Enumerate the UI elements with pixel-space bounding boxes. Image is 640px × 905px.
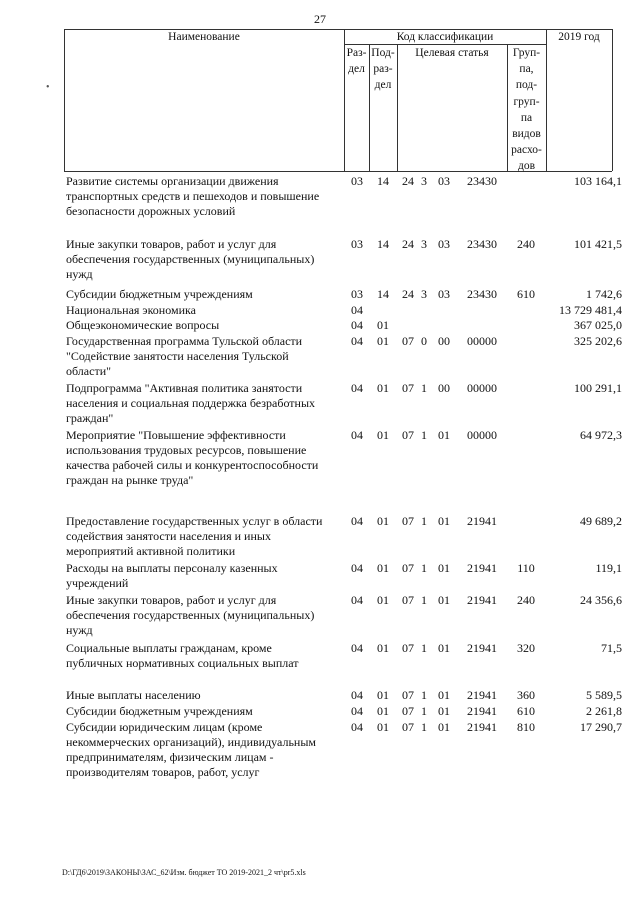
cell-t2: 1: [421, 641, 427, 655]
cell-t4: 21941: [467, 720, 497, 734]
margin-mark: •: [46, 82, 50, 93]
cell-t1: 07: [402, 641, 414, 655]
cell-pr: 01: [377, 720, 389, 734]
cell-t4: 21941: [467, 704, 497, 718]
cell-t1: 24: [402, 287, 414, 301]
row-name: Предоставление государственных услуг в области содействия занятости населения и иных мероприятий активной политики: [66, 514, 323, 558]
cell-t3: 01: [438, 514, 450, 528]
header-podrazdel: Под- раз- дел: [371, 47, 395, 92]
row-name: Подпрограммa "Активная политика занятости населения и социальная поддержка безработных граждан": [66, 381, 316, 425]
cell-vr: 610: [517, 704, 535, 718]
cell-pr: 01: [377, 318, 389, 332]
header-group: Груп- па, под- груп- па видов расхо- дов: [511, 47, 542, 173]
cell-pr: 14: [377, 174, 389, 188]
cell-vr: 110: [517, 561, 535, 575]
cell-rz: 04: [351, 318, 363, 332]
cell-rz: 03: [351, 174, 363, 188]
cell-rz: 04: [351, 593, 363, 607]
cell-rz: 04: [351, 428, 363, 442]
file-path-footer: D:\ГД6\2019\ЗАКОНЫ\ЗАС_62\Изм. бюджет ТО 2019-2021_2 чт\pr5.xls: [62, 868, 306, 877]
cell-t2: 1: [421, 381, 427, 395]
cell-pr: 01: [377, 381, 389, 395]
cell-t1: 07: [402, 688, 414, 702]
cell-t2: 1: [421, 561, 427, 575]
cell-t3: 01: [438, 561, 450, 575]
cell-t2: 1: [421, 593, 427, 607]
cell-amount: 103 164,1: [574, 174, 622, 188]
cell-pr: 01: [377, 514, 389, 528]
cell-t3: 03: [438, 287, 450, 301]
cell-t1: 07: [402, 514, 414, 528]
cell-rz: 04: [351, 561, 363, 575]
cell-t4: 21941: [467, 593, 497, 607]
cell-t2: 1: [421, 704, 427, 718]
cell-amount: 17 290,7: [580, 720, 622, 734]
cell-t2: 1: [421, 720, 427, 734]
cell-pr: 01: [377, 641, 389, 655]
cell-t1: 07: [402, 704, 414, 718]
row-name: Мероприятие "Повышение эффективности использования трудовых ресурсов, повышение качества рабочей силы и конкурентоспособности граждан на рынке труда": [66, 428, 319, 487]
cell-amount: 101 421,5: [574, 237, 622, 251]
cell-t3: 01: [438, 704, 450, 718]
row-name: Расходы на выплаты персоналу казенных учреждений: [66, 561, 278, 590]
cell-pr: 01: [377, 704, 389, 718]
cell-amount: 1 742,6: [586, 287, 622, 301]
row-name: Иные закупки товаров, работ и услуг для обеспечения государственных (муниципальных) нужд: [66, 237, 315, 281]
cell-t1: 24: [402, 237, 414, 251]
row-name: Общеэкономические вопросы: [66, 318, 220, 332]
cell-pr: 14: [377, 237, 389, 251]
cell-amount: 5 589,5: [586, 688, 622, 702]
row-name: Субсидии бюджетным учреждениям: [66, 704, 253, 718]
cell-amount: 2 261,8: [586, 704, 622, 718]
cell-t1: 07: [402, 428, 414, 442]
header-razdel: Раз- дел: [346, 47, 367, 76]
cell-t2: 3: [421, 174, 427, 188]
cell-t3: 03: [438, 237, 450, 251]
cell-rz: 04: [351, 381, 363, 395]
cell-pr: 14: [377, 287, 389, 301]
cell-rz: 04: [351, 514, 363, 528]
cell-t3: 03: [438, 174, 450, 188]
row-name: Национальная экономика: [66, 303, 196, 317]
cell-amount: 49 689,2: [580, 514, 622, 528]
row-name: Государственная программа Тульской области "Содействие занятости населения Тульской области": [66, 334, 303, 378]
cell-rz: 03: [351, 237, 363, 251]
cell-amount: 64 972,3: [580, 428, 622, 442]
cell-rz: 04: [351, 720, 363, 734]
row-name: Развитие системы организации движения транспортных средств и пешеходов и повышение безопасности дорожных условий: [66, 174, 320, 218]
cell-vr: 240: [517, 593, 535, 607]
cell-rz: 04: [351, 641, 363, 655]
cell-t4: 21941: [467, 561, 497, 575]
page-number: 27: [314, 12, 326, 26]
row-name: Субсидии бюджетным учреждениям: [66, 287, 253, 301]
cell-t4: 00000: [467, 334, 497, 348]
cell-vr: 610: [517, 287, 535, 301]
cell-t2: 1: [421, 514, 427, 528]
cell-t4: 21941: [467, 688, 497, 702]
cell-pr: 01: [377, 688, 389, 702]
row-name: Иные закупки товаров, работ и услуг для обеспечения государственных (муниципальных) нужд: [66, 593, 315, 637]
cell-t4: 00000: [467, 381, 497, 395]
cell-rz: 04: [351, 334, 363, 348]
cell-rz: 04: [351, 303, 363, 317]
cell-t3: 01: [438, 428, 450, 442]
cell-t3: 01: [438, 641, 450, 655]
cell-t4: 21941: [467, 641, 497, 655]
cell-t3: 01: [438, 720, 450, 734]
cell-t1: 24: [402, 174, 414, 188]
header-target: Целевая статья: [415, 47, 489, 59]
cell-amount: 325 202,6: [574, 334, 622, 348]
cell-t3: 01: [438, 593, 450, 607]
cell-vr: 320: [517, 641, 535, 655]
row-name: Субсидии юридическим лицам (кроме некоммерческих организаций), индивидуальным предпринимателям, физическим лицам - производителям товаров, работ, услуг: [66, 720, 316, 779]
cell-vr: 360: [517, 688, 535, 702]
cell-t3: 01: [438, 688, 450, 702]
cell-t2: 3: [421, 287, 427, 301]
cell-t1: 07: [402, 381, 414, 395]
row-name: Иные выплаты населению: [66, 688, 201, 702]
cell-t4: 23430: [467, 287, 497, 301]
cell-rz: 04: [351, 688, 363, 702]
cell-t3: 00: [438, 334, 450, 348]
cell-amount: 24 356,6: [580, 593, 622, 607]
cell-pr: 01: [377, 593, 389, 607]
cell-pr: 01: [377, 334, 389, 348]
cell-t4: 21941: [467, 514, 497, 528]
cell-t2: 3: [421, 237, 427, 251]
cell-t4: 23430: [467, 174, 497, 188]
cell-amount: 13 729 481,4: [559, 303, 622, 317]
cell-vr: 810: [517, 720, 535, 734]
cell-t1: 07: [402, 561, 414, 575]
cell-t4: 23430: [467, 237, 497, 251]
cell-vr: 240: [517, 237, 535, 251]
row-name: Социальные выплаты гражданам, кроме публичных нормативных социальных выплат: [66, 641, 299, 670]
cell-amount: 71,5: [601, 641, 622, 655]
cell-amount: 119,1: [595, 561, 622, 575]
header-name: Наименование: [168, 31, 240, 43]
cell-pr: 01: [377, 428, 389, 442]
cell-t2: 0: [421, 334, 427, 348]
cell-t2: 1: [421, 688, 427, 702]
cell-t3: 00: [438, 381, 450, 395]
cell-rz: 04: [351, 704, 363, 718]
cell-t1: 07: [402, 720, 414, 734]
header-classification: Код классификации: [396, 31, 494, 43]
cell-amount: 100 291,1: [574, 381, 622, 395]
header-year: 2019 год: [558, 31, 600, 43]
cell-pr: 01: [377, 561, 389, 575]
cell-amount: 367 025,0: [574, 318, 622, 332]
cell-t4: 00000: [467, 428, 497, 442]
cell-t2: 1: [421, 428, 427, 442]
cell-rz: 03: [351, 287, 363, 301]
cell-t1: 07: [402, 593, 414, 607]
cell-t1: 07: [402, 334, 414, 348]
